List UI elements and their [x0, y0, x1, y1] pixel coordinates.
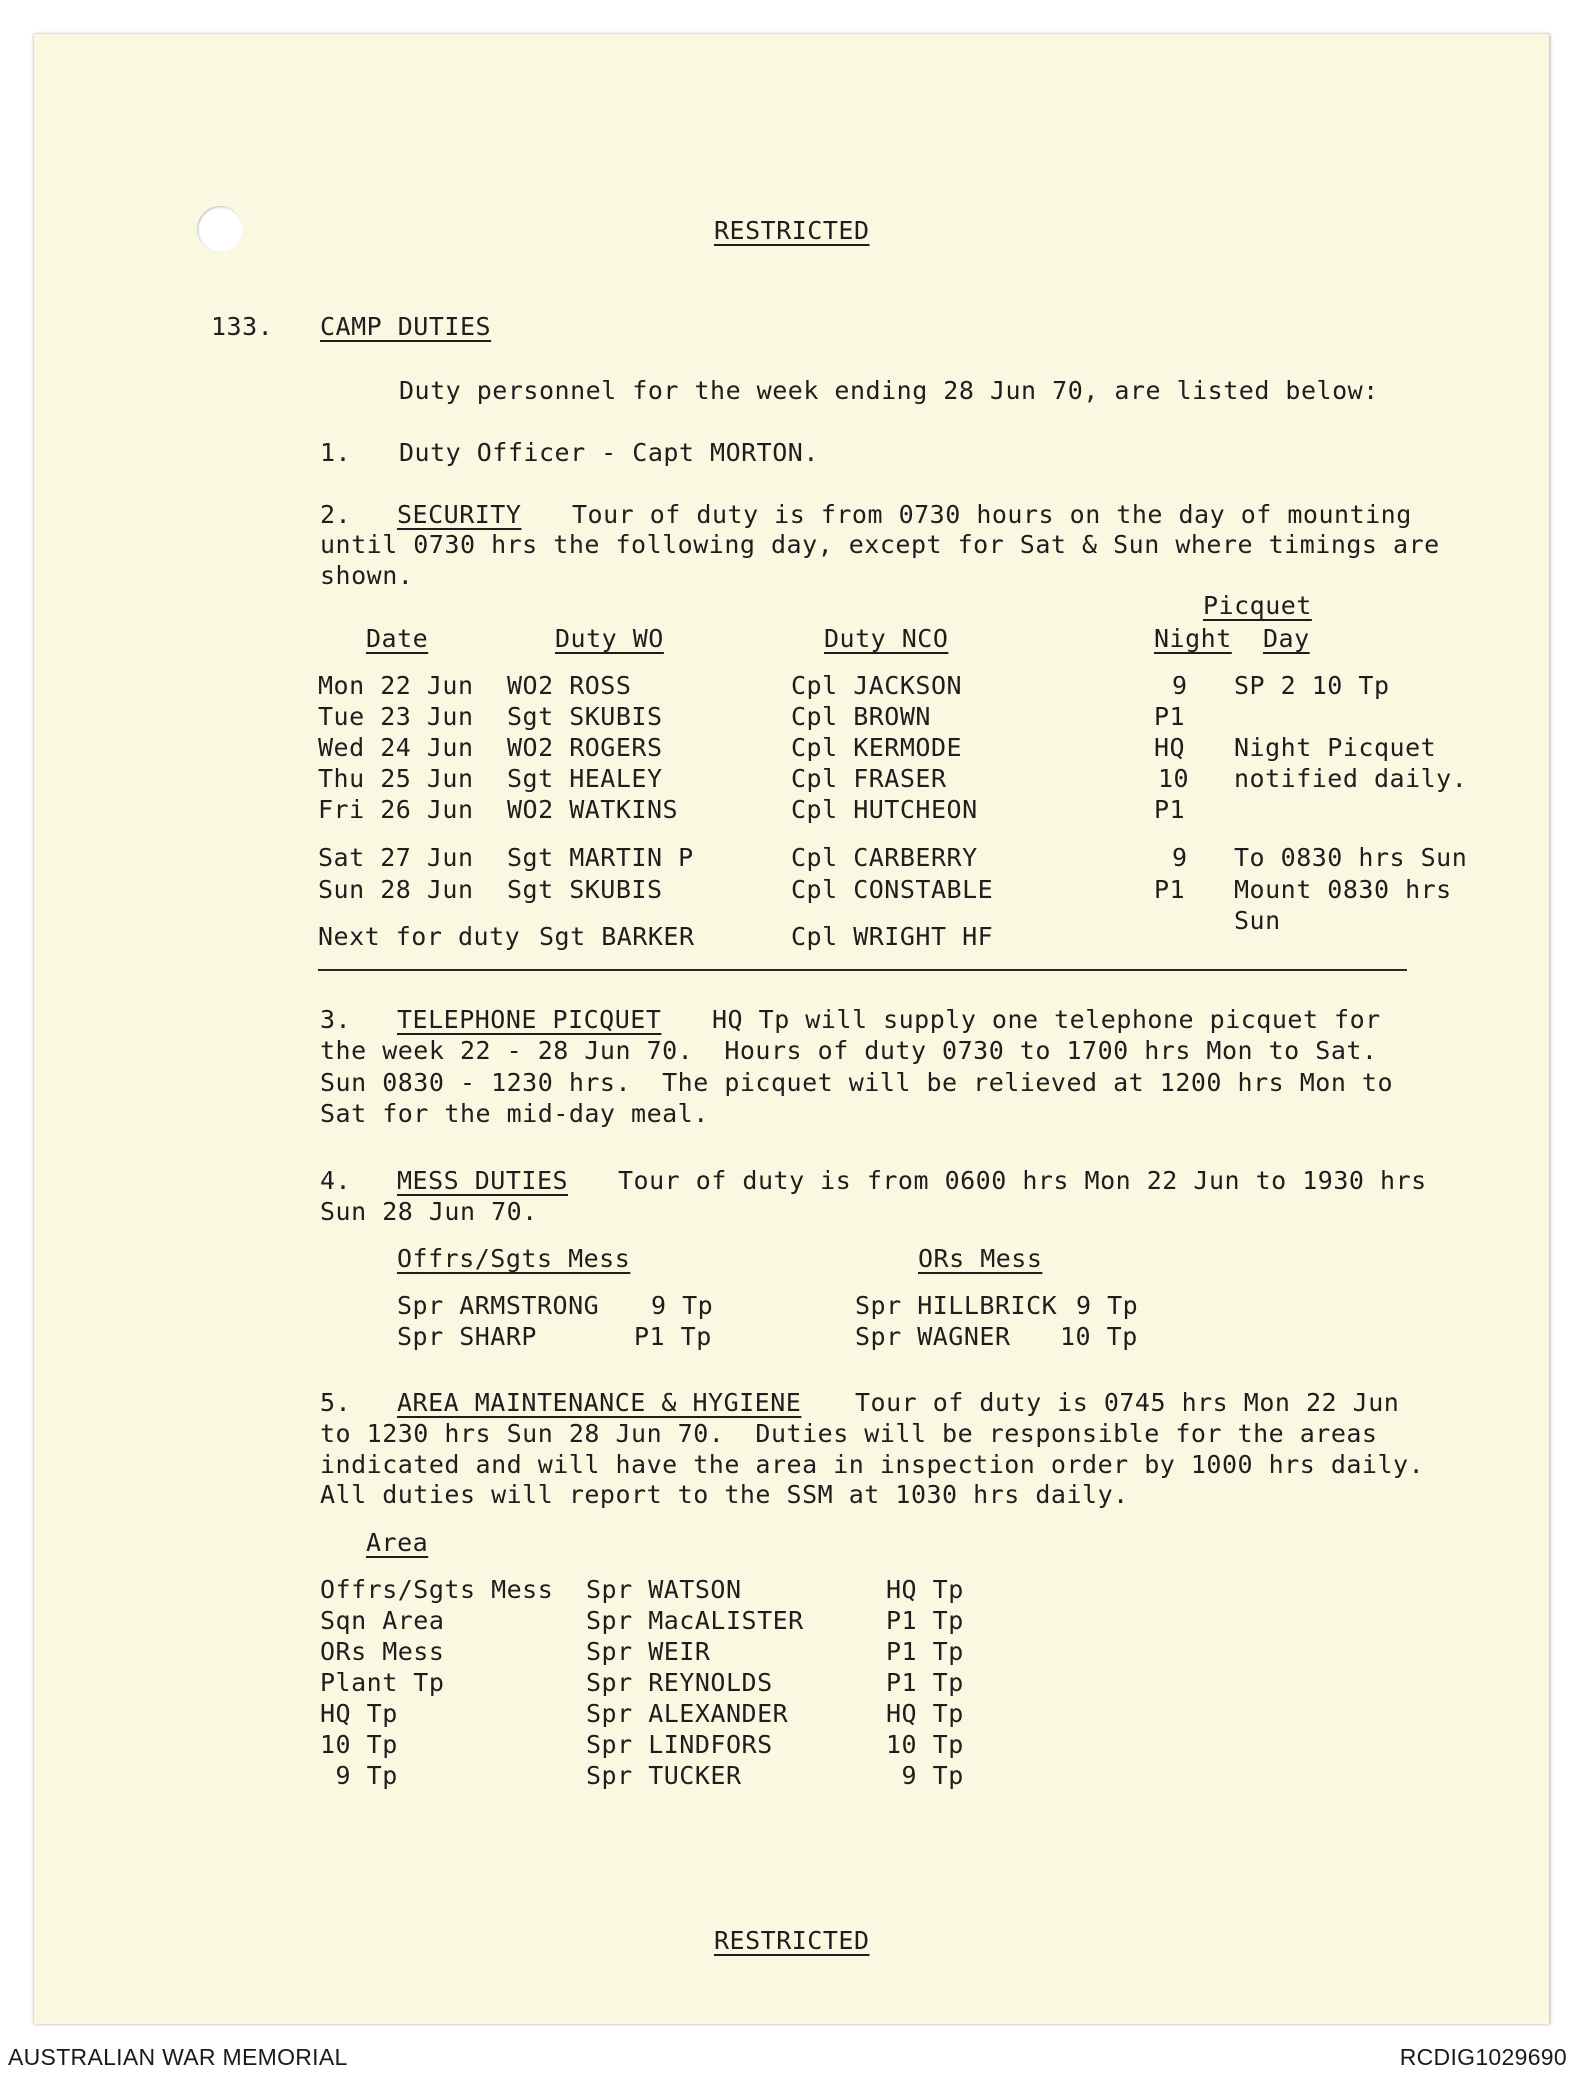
next-for-duty-wo: Sgt BARKER [539, 922, 695, 951]
para5-number: 5. [320, 1388, 352, 1417]
security-row-nco: Cpl CARBERRY [791, 843, 978, 872]
area-row-area: Offrs/Sgts Mess [320, 1575, 554, 1604]
area-header: Area [366, 1528, 429, 1557]
area-row-area: Plant Tp [320, 1668, 445, 1697]
security-row-night: 10 [1158, 764, 1190, 793]
para2-line2: until 0730 hrs the following day, except for Sat & Sun where timings are [320, 530, 1440, 559]
area-row-name: Spr MacALISTER [586, 1606, 804, 1635]
security-row-wo: Sgt SKUBIS [507, 875, 663, 904]
para5-line1: Tour of duty is 0745 hrs Mon 22 Jun [855, 1388, 1400, 1417]
divider-rule [318, 969, 1407, 971]
security-row-nco: Cpl CONSTABLE [791, 875, 994, 904]
security-row-date: Tue 23 Jun [318, 702, 474, 731]
security-row-date: Wed 24 Jun [318, 733, 474, 762]
offrs-mess-header: Offrs/Sgts Mess [397, 1244, 631, 1273]
mess-duty-unit: 9 Tp [1076, 1291, 1139, 1320]
mess-duty-name: Spr HILLBRICK [855, 1291, 1058, 1320]
area-row-name: Spr WEIR [586, 1637, 711, 1666]
para4-line2: Sun 28 Jun 70. [320, 1197, 538, 1226]
security-row-night: HQ [1154, 733, 1186, 762]
security-row-wo: Sgt SKUBIS [507, 702, 663, 731]
area-row-unit: P1 Tp [886, 1637, 964, 1666]
area-row-name: Spr REYNOLDS [586, 1668, 773, 1697]
security-row-day: To 0830 hrs Sun [1234, 843, 1468, 872]
security-day-extra: Sun [1234, 906, 1281, 935]
classification-bottom: RESTRICTED [714, 1926, 870, 1955]
picquet-header: Picquet [1203, 591, 1312, 620]
order-number: 133. [211, 312, 274, 341]
area-row-unit: 9 Tp [886, 1761, 964, 1790]
area-row-unit: HQ Tp [886, 1699, 964, 1728]
area-row-name: Spr WATSON [586, 1575, 742, 1604]
next-for-duty-label: Next for duty [318, 922, 521, 951]
security-row-night: P1 [1154, 702, 1186, 731]
security-row-day: notified daily. [1234, 764, 1468, 793]
security-row-wo: Sgt HEALEY [507, 764, 663, 793]
para4-line1: Tour of duty is from 0600 hrs Mon 22 Jun to 1930 hrs [618, 1166, 1427, 1195]
section-heading: CAMP DUTIES [320, 312, 492, 341]
para3-line3: Sun 0830 - 1230 hrs. The picquet will be relieved at 1200 hrs Mon to [320, 1068, 1394, 1097]
security-row-date: Fri 26 Jun [318, 795, 474, 824]
para5-line2: to 1230 hrs Sun 28 Jun 70. Duties will be responsible for the areas [320, 1419, 1378, 1448]
para2-line1: Tour of duty is from 0730 hours on the day of mounting [572, 500, 1412, 529]
next-for-duty-nco: Cpl WRIGHT HF [791, 922, 994, 951]
security-row-nco: Cpl KERMODE [791, 733, 963, 762]
para2-line3: shown. [320, 561, 414, 590]
security-row-day: Night Picquet [1234, 733, 1437, 762]
mess-duty-name: Spr ARMSTRONG [397, 1291, 600, 1320]
duty-wo-header: Duty WO [555, 624, 664, 653]
area-row-area: HQ Tp [320, 1699, 398, 1728]
para3-title: TELEPHONE PICQUET [397, 1005, 662, 1034]
security-row-nco: Cpl JACKSON [791, 671, 963, 700]
security-row-day: Mount 0830 hrs [1234, 875, 1452, 904]
area-row-unit: 10 Tp [886, 1730, 964, 1759]
mess-duty-unit: 9 Tp [651, 1291, 714, 1320]
mess-duty-unit: P1 Tp [634, 1322, 712, 1351]
classification-top: RESTRICTED [714, 216, 870, 245]
para2-number: 2. [320, 500, 352, 529]
para4-title: MESS DUTIES [397, 1166, 569, 1195]
mess-duty-name: Spr SHARP [397, 1322, 537, 1351]
security-row-night: 9 [1172, 671, 1188, 700]
area-row-area: 9 Tp [320, 1761, 398, 1790]
security-row-nco: Cpl BROWN [791, 702, 931, 731]
security-row-date: Sat 27 Jun [318, 843, 474, 872]
security-row-nco: Cpl FRASER [791, 764, 947, 793]
day-header: Day [1263, 624, 1310, 653]
area-row-area: Sqn Area [320, 1606, 445, 1635]
para2-title: SECURITY [397, 500, 522, 529]
mess-duty-unit: 10 Tp [1060, 1322, 1138, 1351]
security-row-day: SP 2 10 Tp [1234, 671, 1390, 700]
security-row-wo: WO2 ROGERS [507, 733, 663, 762]
para4-number: 4. [320, 1166, 352, 1195]
area-row-name: Spr TUCKER [586, 1761, 742, 1790]
archive-record-id: RCDIG1029690 [1399, 2044, 1567, 2070]
para3-line4: Sat for the mid-day meal. [320, 1099, 709, 1128]
security-row-date: Thu 25 Jun [318, 764, 474, 793]
area-row-area: ORs Mess [320, 1637, 445, 1666]
para1-text: Duty Officer - Capt MORTON. [399, 438, 819, 467]
para3-line2: the week 22 - 28 Jun 70. Hours of duty 0730 to 1700 hrs Mon to Sat. [320, 1036, 1378, 1065]
para3-number: 3. [320, 1005, 352, 1034]
area-row-name: Spr LINDFORS [586, 1730, 773, 1759]
mess-duty-name: Spr WAGNER [855, 1322, 1011, 1351]
duty-nco-header: Duty NCO [824, 624, 949, 653]
security-row-wo: Sgt MARTIN P [507, 843, 694, 872]
area-row-unit: P1 Tp [886, 1668, 964, 1697]
security-row-wo: WO2 WATKINS [507, 795, 679, 824]
security-row-nco: Cpl HUTCHEON [791, 795, 978, 824]
archive-source-label: AUSTRALIAN WAR MEMORIAL [8, 2044, 348, 2070]
para5-line4: All duties will report to the SSM at 1030 hrs daily. [320, 1480, 1129, 1509]
security-row-wo: WO2 ROSS [507, 671, 632, 700]
ors-mess-header: ORs Mess [918, 1244, 1043, 1273]
para1-number: 1. [320, 438, 352, 467]
para5-line3: indicated and will have the area in inspection order by 1000 hrs daily. [320, 1450, 1425, 1479]
para5-title: AREA MAINTENANCE & HYGIENE [397, 1388, 802, 1417]
intro-text: Duty personnel for the week ending 28 Jun 70, are listed below: [399, 376, 1379, 405]
security-row-night: 9 [1172, 843, 1188, 872]
punch-hole [197, 206, 243, 252]
area-row-name: Spr ALEXANDER [586, 1699, 789, 1728]
security-row-date: Sun 28 Jun [318, 875, 474, 904]
security-row-date: Mon 22 Jun [318, 671, 474, 700]
security-row-night: P1 [1154, 875, 1186, 904]
area-row-area: 10 Tp [320, 1730, 398, 1759]
area-row-unit: P1 Tp [886, 1606, 964, 1635]
area-row-unit: HQ Tp [886, 1575, 964, 1604]
security-row-night: P1 [1154, 795, 1186, 824]
date-header: Date [366, 624, 429, 653]
para3-line1: HQ Tp will supply one telephone picquet for [712, 1005, 1381, 1034]
night-header: Night [1154, 624, 1232, 653]
